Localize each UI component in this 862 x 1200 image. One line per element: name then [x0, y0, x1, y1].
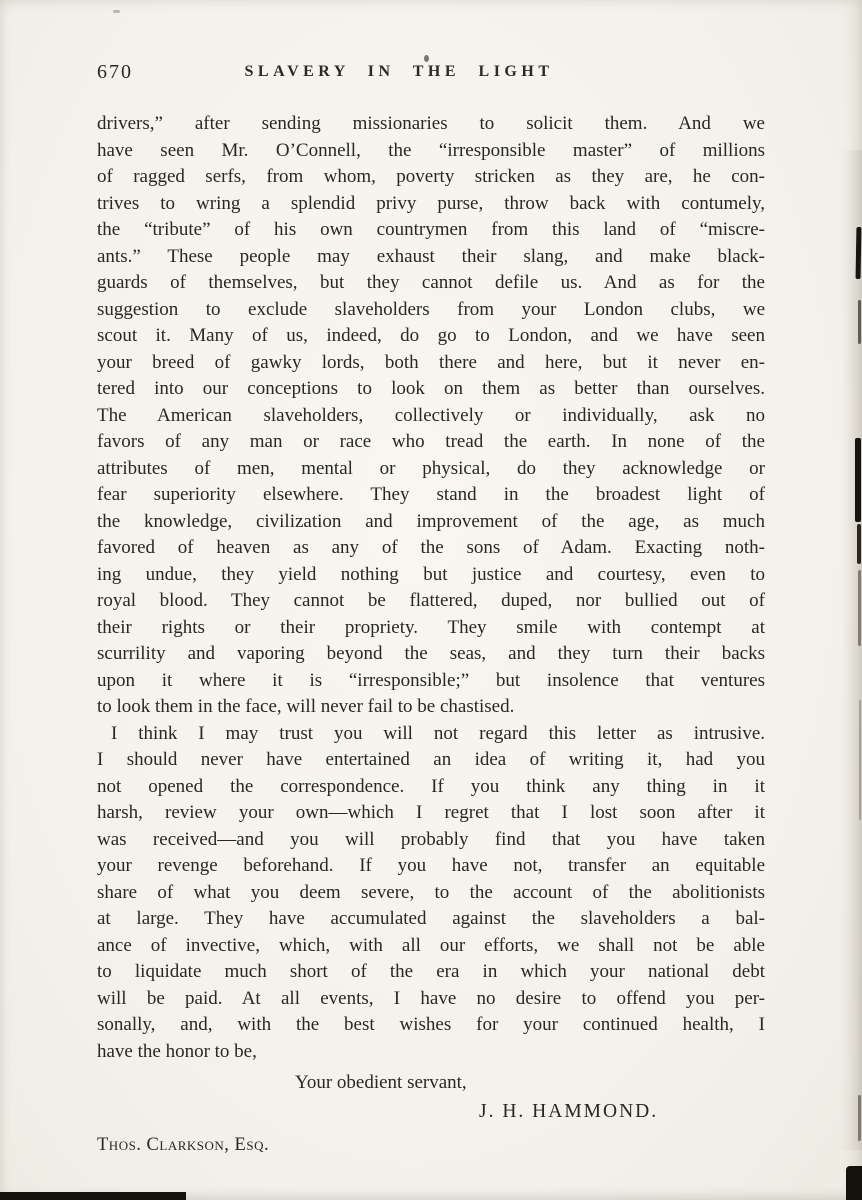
text-line: The American slaveholders, collectively or individually, ask no: [97, 404, 765, 426]
text-line: ing undue, they yield nothing but justice and courtesy, even to: [97, 563, 765, 585]
text-line: favors of any man or race who tread the earth. In none of the: [97, 431, 765, 452]
text-line: attributes of men, mental or physical, do they acknowledge or: [97, 457, 765, 479]
text-line: have the honor to be,: [97, 1040, 257, 1062]
text-line: upon it where it is “irresponsible;” but insolence that ventures: [97, 669, 765, 691]
scan-artifact: [855, 438, 861, 522]
text-line: have seen Mr. O’Connell, the “irresponsible master” of millions: [97, 139, 765, 161]
scan-artifact: [859, 700, 861, 820]
text-line: drivers,” after sending missionaries to solicit them. And we: [97, 113, 765, 134]
scan-artifact: [858, 570, 861, 646]
paragraph-2: [97, 721, 765, 1066]
text-line: guards of themselves, but they cannot defile us. And as for the: [97, 272, 765, 293]
text-line: trives to wring a splendid privy purse, throw back with contumely,: [97, 192, 765, 214]
text-line: suggestion to exclude slaveholders from your London clubs, we: [97, 298, 765, 320]
text-line: of ragged serfs, from whom, poverty stricken as they are, he con-: [97, 166, 765, 187]
text-line: sonally, and, with the best wishes for your continued health, I: [97, 1014, 765, 1035]
text-line: ance of invective, which, with all our efforts, we shall not be able: [97, 934, 765, 956]
text-line: your revenge beforehand. If you have not, transfer an equitable: [97, 855, 765, 876]
text-line: their rights or their propriety. They smile with contempt at: [97, 616, 765, 638]
text-line: favored of heaven as any of the sons of Adam. Exacting noth-: [97, 537, 765, 558]
scan-artifact: [846, 1166, 862, 1200]
text-line: your breed of gawky lords, both there and here, but it never en-: [97, 351, 765, 373]
text-line: will be paid. At all events, I have no desire to offend you per-: [97, 987, 765, 1009]
body-text: [97, 111, 765, 1159]
page-content: [97, 60, 765, 1159]
text-line: the “tribute” of his own countrymen from this land of “miscre-: [97, 219, 765, 240]
text-line: to look them in the face, will never fail to be chastised.: [97, 696, 515, 717]
scan-artifact: [856, 227, 862, 279]
letter-signature: J. H. HAMMOND.: [479, 1100, 659, 1122]
text-line: fear superiority elsewhere. They stand in the broadest light of: [97, 484, 765, 505]
text-line: not opened the correspondence. If you think any thing in it: [97, 775, 765, 797]
text-line: tered into our conceptions to look on them as better than ourselves.: [97, 378, 765, 399]
text-line: scout it. Many of us, indeed, do go to London, and we have seen: [97, 325, 765, 346]
scan-artifact: [858, 300, 861, 344]
text-line: the knowledge, civilization and improvement of the age, as much: [97, 510, 765, 532]
text-line: was received—and you will probably find that you have taken: [97, 828, 765, 850]
running-header-title: SLAVERY IN THE LIGHT: [244, 63, 554, 80]
scan-artifact: [0, 1192, 186, 1200]
letter-addressee: Thos. Clarkson, Esq.: [97, 1135, 270, 1155]
text-line: to liquidate much short of the era in which your national debt: [97, 961, 765, 982]
page-header: [97, 60, 765, 86]
scan-artifact: [424, 55, 429, 62]
page-number: 670: [97, 61, 133, 83]
text-line: harsh, review your own—which I regret that I lost soon after it: [97, 802, 765, 823]
text-line: I should never have entertained an idea of writing it, had you: [97, 749, 765, 770]
text-line: share of what you deem severe, to the account of the abolitionists: [97, 881, 765, 903]
text-line: at large. They have accumulated against the slaveholders a bal-: [97, 908, 765, 929]
text-line: scurrility and vaporing beyond the seas, and they turn their backs: [97, 643, 765, 664]
scan-artifact: [857, 524, 861, 564]
paragraph-1: [97, 111, 765, 721]
text-line: royal blood. They cannot be flattered, duped, nor bullied out of: [97, 590, 765, 611]
text-line: ants.” These people may exhaust their slang, and make black-: [97, 245, 765, 267]
letter-closing: Your obedient servant,: [295, 1072, 467, 1093]
scan-artifact: [858, 1095, 861, 1141]
scan-artifact: [113, 10, 120, 13]
text-line: I think I may trust you will not regard this letter as intrusive.: [111, 722, 765, 744]
